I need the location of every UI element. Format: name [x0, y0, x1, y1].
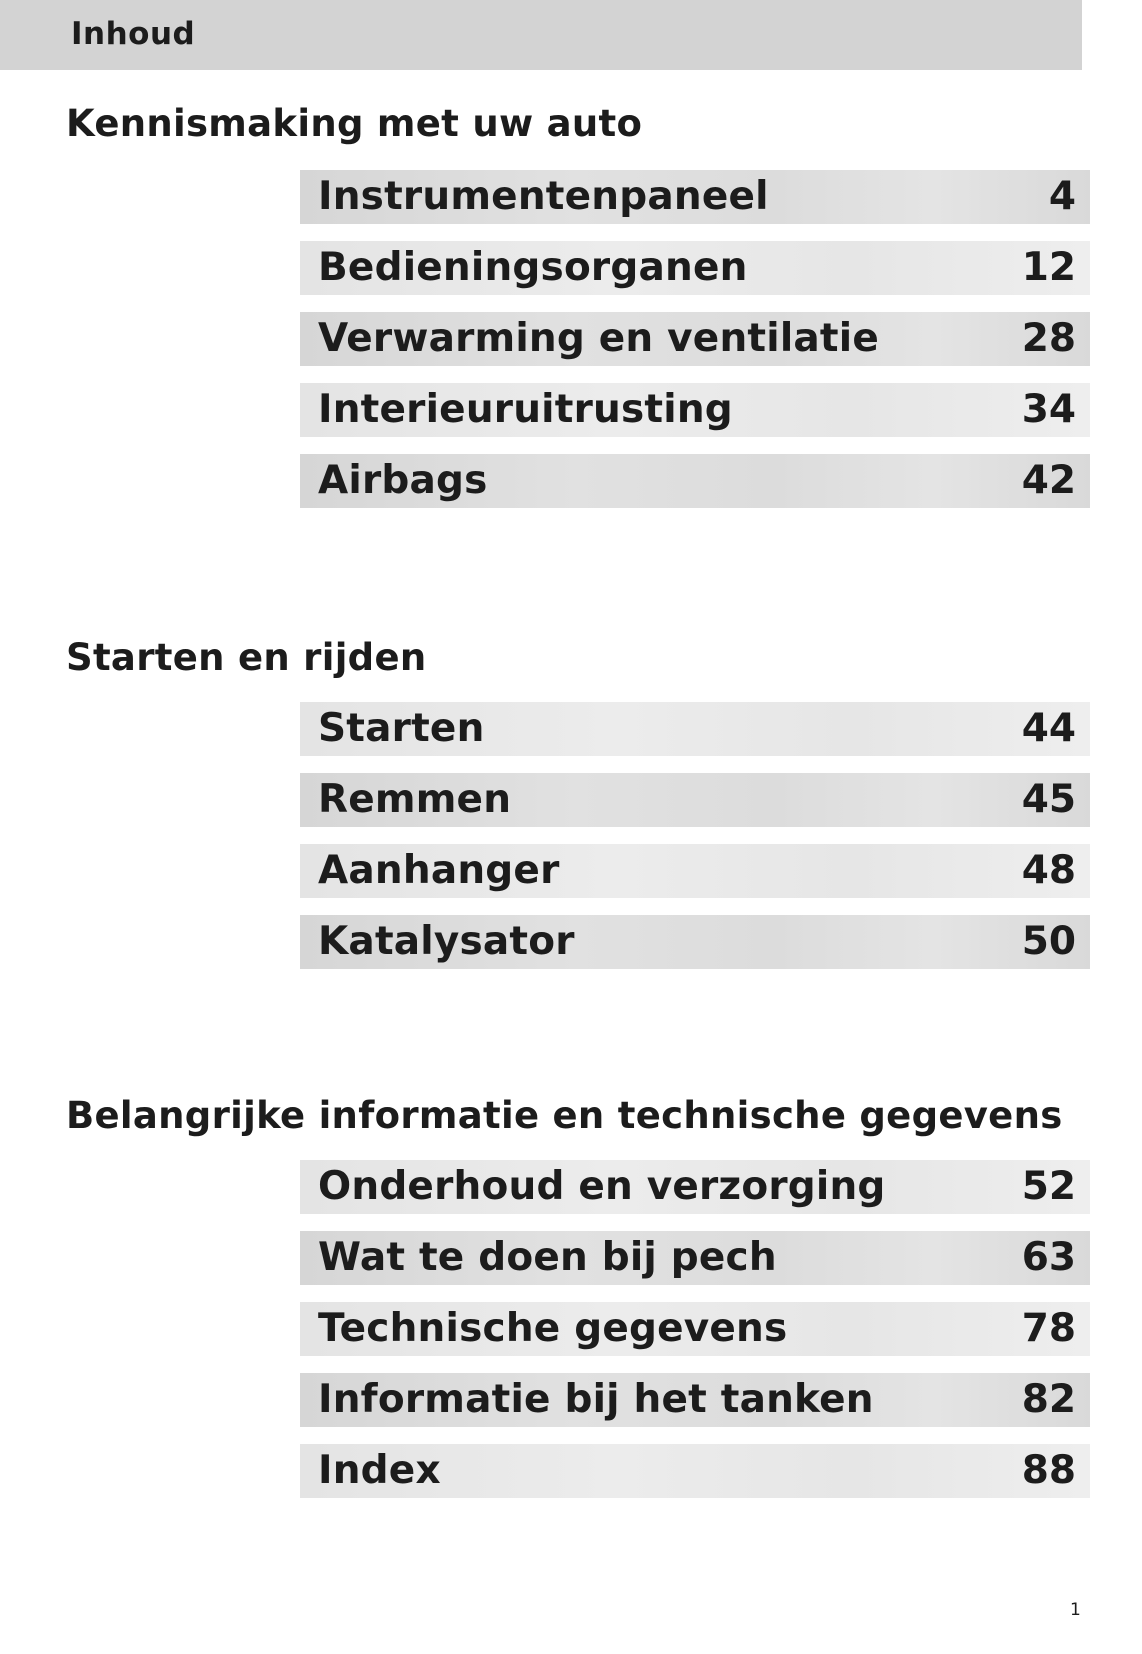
toc-entry-label: Informatie bij het tanken	[318, 1377, 874, 1422]
section-title-kennismaking: Kennismaking met uw auto	[66, 102, 643, 145]
page-number: 1	[1070, 1600, 1081, 1620]
toc-entry-label: Wat te doen bij pech	[318, 1235, 777, 1280]
toc-entry-starten[interactable]	[300, 702, 1090, 756]
toc-entry-katalysator[interactable]	[300, 915, 1090, 969]
toc-entry-page: 12	[1021, 245, 1076, 290]
toc-entry-airbags[interactable]	[300, 454, 1090, 508]
toc-entry-label: Aanhanger	[318, 848, 560, 893]
page-title: Inhoud	[71, 16, 196, 52]
toc-entry-label: Technische gegevens	[318, 1306, 788, 1351]
toc-entry-verwarming[interactable]	[300, 312, 1090, 366]
toc-entry-index[interactable]	[300, 1444, 1090, 1498]
toc-entry-page: 50	[1021, 919, 1076, 964]
toc-entry-page: 48	[1021, 848, 1076, 893]
toc-entry-instrumentenpaneel[interactable]	[300, 170, 1090, 224]
toc-entry-label: Katalysator	[318, 919, 575, 964]
toc-entry-label: Verwarming en ventilatie	[318, 316, 879, 361]
toc-entry-tanken[interactable]	[300, 1373, 1090, 1427]
toc-entry-page: 34	[1021, 387, 1076, 432]
toc-entry-page: 44	[1021, 706, 1076, 751]
toc-entry-label: Index	[318, 1448, 441, 1493]
toc-entry-page: 82	[1021, 1377, 1076, 1422]
toc-entry-aanhanger[interactable]	[300, 844, 1090, 898]
toc-entry-label: Starten	[318, 706, 485, 751]
toc-entry-pech[interactable]	[300, 1231, 1090, 1285]
toc-entry-page: 52	[1021, 1164, 1076, 1209]
header-bar	[0, 0, 1082, 70]
toc-entry-label: Onderhoud en verzorging	[318, 1164, 886, 1209]
toc-entry-page: 78	[1021, 1306, 1076, 1351]
toc-entry-technische-gegevens[interactable]	[300, 1302, 1090, 1356]
toc-entry-bedieningsorganen[interactable]	[300, 241, 1090, 295]
toc-entry-label: Airbags	[318, 458, 488, 503]
section-title-belangrijke-informatie: Belangrijke informatie en technische gegevens	[66, 1094, 1063, 1137]
toc-entry-label: Bedieningsorganen	[318, 245, 748, 290]
toc-entry-label: Interieuruitrusting	[318, 387, 733, 432]
toc-entry-page: 42	[1021, 458, 1076, 503]
toc-entry-page: 4	[1048, 174, 1076, 219]
toc-entry-remmen[interactable]	[300, 773, 1090, 827]
toc-entry-page: 63	[1021, 1235, 1076, 1280]
toc-entry-page: 45	[1021, 777, 1076, 822]
toc-entry-interieuruitrusting[interactable]	[300, 383, 1090, 437]
toc-entry-onderhoud[interactable]	[300, 1160, 1090, 1214]
toc-entry-label: Remmen	[318, 777, 512, 822]
toc-entry-page: 88	[1021, 1448, 1076, 1493]
toc-entry-label: Instrumentenpaneel	[318, 174, 769, 219]
section-title-starten-en-rijden: Starten en rijden	[66, 636, 427, 679]
toc-entry-page: 28	[1021, 316, 1076, 361]
